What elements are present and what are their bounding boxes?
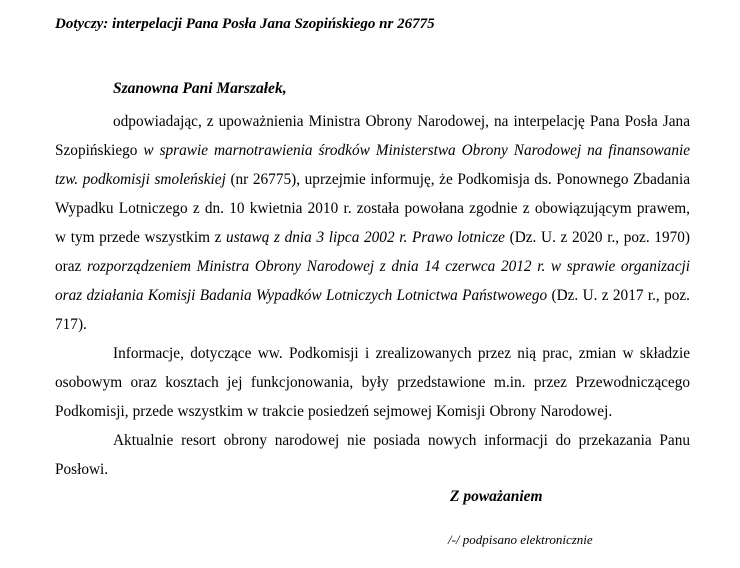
text-run-regular: Aktualnie resort obrony narodowej nie posiada nowych informacji do przekazania Panu Posłowi. [55,432,690,478]
paragraph-2 [55,339,690,426]
paragraph-1 [55,107,690,339]
text-run-regular: (Dz. U. z 2017 r., poz. 717). [55,287,690,333]
text-run-regular: (nr 26775), uprzejmie informuję, że Podkomisja ds. Ponownego Zbadania Wypadku Lotniczego z dn. 10 kwietnia 2010 r. została powołana zgodnie z obowiązującym prawem, w tym przede wszystkim z [55,171,690,246]
text-run-regular: (Dz. U. z 2020 r., poz. 1970) oraz [55,229,690,275]
salutation: Szanowna Pani Marszałek, [113,80,287,97]
signature-note: /-/ podpisano elektronicznie [448,532,593,547]
text-run-regular: odpowiadając, z upoważnienia Ministra Obrony Narodowej, na interpelację Pana Posła Jana Szopińskiego [55,113,690,159]
paragraph-3 [55,426,690,484]
text-run-italic: ustawą z dnia 3 lipca 2002 r. Prawo lotnicze [226,229,510,246]
subject-line: Dotyczy: interpelacji Pana Posła Jana Szopińskiego nr 26775 [55,16,435,32]
text-run-regular: Informacje, dotyczące ww. Podkomisji i zrealizowanych przez nią prac, zmian w składzie osobowym oraz kosztach jej funkcjonowania, były przedstawione m.in. przez Przewodniczącego Podkomisji, przede wszystkim w trakcie posiedzeń sejmowej Komisji Obrony Narodowej. [55,345,690,420]
text-run-italic: rozporządzeniem Ministra Obrony Narodowej z dnia 14 czerwca 2012 r. w sprawie organizacji oraz działania Komisji Badania Wypadków Lotniczych Lotnictwa Państwowego [55,258,690,304]
closing-phrase: Z poważaniem [450,488,543,505]
text-run-italic: w sprawie marnotrawienia środków Ministerstwa Obrony Narodowej na finansowanie tzw. podkomisji smoleńskiej [55,142,691,188]
